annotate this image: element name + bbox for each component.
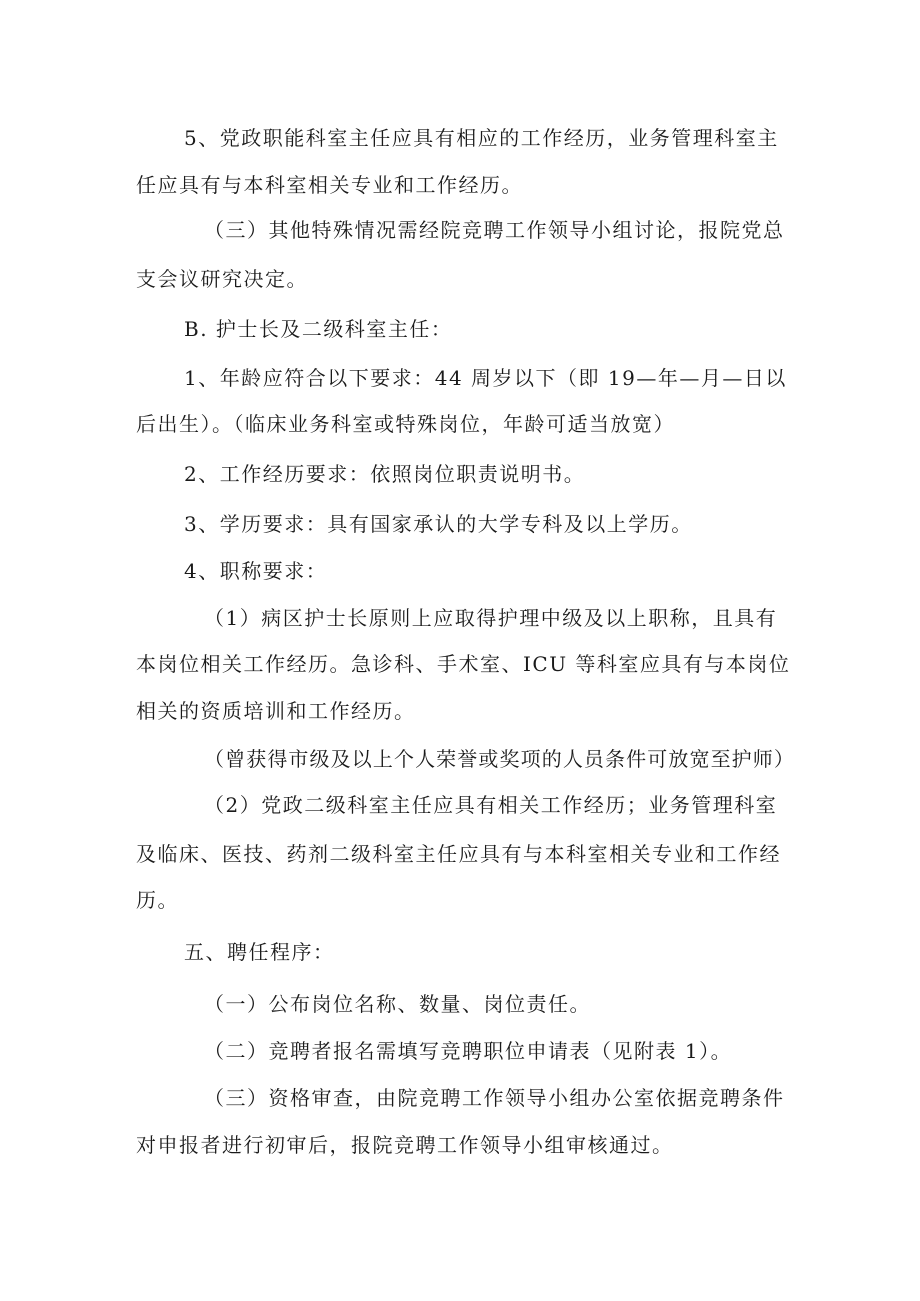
paragraph-line: 历。 — [136, 888, 179, 912]
paragraph-line: （1）病区护士长原则上应取得护理中级及以上职称，且具有 — [204, 606, 778, 630]
paragraph-line: 任应具有与本科室相关专业和工作经历。 — [136, 173, 523, 197]
paragraph-line: 及临床、医技、药剂二级科室主任应具有与本科室相关专业和工作经 — [136, 842, 781, 866]
section-heading: B. 护士长及二级科室主任： — [184, 317, 453, 341]
paragraph-line: （曾获得市级及以上个人荣誉或奖项的人员条件可放宽至护师） — [204, 747, 795, 771]
paragraph-line: 3、学历要求：具有国家承认的大学专科及以上学历。 — [184, 512, 693, 536]
paragraph-line: 2、工作经历要求：依照岗位职责说明书。 — [184, 462, 586, 486]
paragraph-line: （二）竞聘者报名需填写竞聘职位申请表（见附表 1）。 — [204, 1039, 733, 1063]
paragraph-line: 对申报者进行初审后，报院竞聘工作领导小组审核通过。 — [136, 1133, 674, 1157]
paragraph-line: 1、年龄应符合以下要求：44 周岁以下（即 19—年—月—日以 — [184, 366, 787, 390]
paragraph-line: 5、党政职能科室主任应具有相应的工作经历，业务管理科室主 — [184, 126, 779, 150]
paragraph-line: （一）公布岗位名称、数量、岗位责任。 — [204, 992, 591, 1016]
paragraph-line: 支会议研究决定。 — [136, 267, 308, 291]
section-heading: 五、聘任程序： — [184, 940, 335, 964]
paragraph-line: 后出生）。（临床业务科室或特殊岗位，年龄可适当放宽） — [136, 412, 675, 436]
paragraph-line: 相关的资质培训和工作经历。 — [136, 699, 416, 723]
paragraph-line: （2）党政二级科室主任应具有相关工作经历；业务管理科室 — [204, 793, 778, 817]
paragraph-line: （三）其他特殊情况需经院竞聘工作领导小组讨论，报院党总 — [204, 218, 785, 242]
paragraph-line: 本岗位相关工作经历。急诊科、手术室、ICU 等科室应具有与本岗位 — [136, 652, 791, 676]
paragraph-line: 4、职称要求： — [184, 559, 328, 583]
paragraph-line: （三）资格审查，由院竞聘工作领导小组办公室依据竞聘条件 — [204, 1086, 785, 1110]
